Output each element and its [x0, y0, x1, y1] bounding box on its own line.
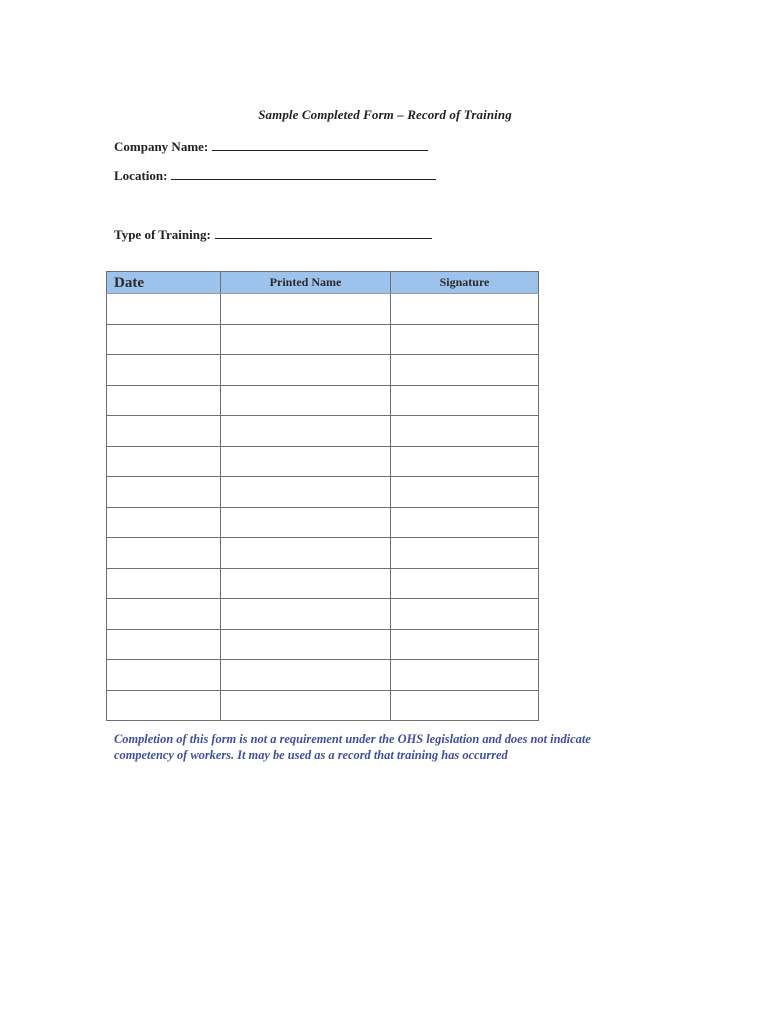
table-row [107, 385, 539, 416]
disclaimer-line-2: competency of workers. It may be used as a record that training has occurred [114, 747, 508, 762]
table-body [107, 294, 539, 721]
signature-cell[interactable] [391, 446, 539, 477]
table-row [107, 690, 539, 721]
signature-cell[interactable] [391, 629, 539, 660]
signature-cell[interactable] [391, 538, 539, 569]
date-cell[interactable] [107, 568, 221, 599]
table-row [107, 538, 539, 569]
table-row [107, 477, 539, 508]
signature-cell[interactable] [391, 385, 539, 416]
signature-cell[interactable] [391, 599, 539, 630]
table-row [107, 294, 539, 325]
table-row [107, 660, 539, 691]
date-cell[interactable] [107, 599, 221, 630]
date-cell[interactable] [107, 385, 221, 416]
company-name-blank-line[interactable] [212, 138, 428, 151]
printed-name-column-header: Printed Name [221, 272, 391, 294]
table-row [107, 507, 539, 538]
printed-name-cell[interactable] [221, 660, 391, 691]
printed-name-cell[interactable] [221, 568, 391, 599]
date-cell[interactable] [107, 416, 221, 447]
date-cell[interactable] [107, 477, 221, 508]
date-cell[interactable] [107, 538, 221, 569]
table-row [107, 568, 539, 599]
signature-cell[interactable] [391, 568, 539, 599]
printed-name-cell[interactable] [221, 416, 391, 447]
date-cell[interactable] [107, 324, 221, 355]
table-row [107, 324, 539, 355]
date-cell[interactable] [107, 660, 221, 691]
signature-column-header: Signature [391, 272, 539, 294]
training-type-blank-line[interactable] [215, 226, 432, 239]
table-row [107, 599, 539, 630]
table-row [107, 446, 539, 477]
signature-cell[interactable] [391, 507, 539, 538]
date-cell[interactable] [107, 690, 221, 721]
date-cell[interactable] [107, 446, 221, 477]
printed-name-cell[interactable] [221, 446, 391, 477]
printed-name-cell[interactable] [221, 690, 391, 721]
company-name-label: Company Name: [114, 139, 209, 154]
disclaimer-note [114, 732, 634, 763]
table-row [107, 629, 539, 660]
date-cell[interactable] [107, 507, 221, 538]
signature-cell[interactable] [391, 690, 539, 721]
location-label: Location: [114, 168, 168, 183]
table-row [107, 355, 539, 386]
disclaimer-line-1: Completion of this form is not a requirement under the OHS legislation and does not indicate [114, 732, 591, 746]
printed-name-cell[interactable] [221, 538, 391, 569]
printed-name-cell[interactable] [221, 599, 391, 630]
company-name-field [114, 138, 428, 155]
printed-name-cell[interactable] [221, 385, 391, 416]
printed-name-cell[interactable] [221, 294, 391, 325]
signature-cell[interactable] [391, 355, 539, 386]
signature-cell[interactable] [391, 660, 539, 691]
signature-cell[interactable] [391, 324, 539, 355]
training-type-label: Type of Training: [114, 227, 211, 242]
location-blank-line[interactable] [171, 167, 436, 180]
printed-name-cell[interactable] [221, 355, 391, 386]
date-cell[interactable] [107, 629, 221, 660]
form-title: Sample Completed Form – Record of Training [258, 107, 512, 122]
location-field [114, 167, 436, 184]
training-record-table [106, 271, 539, 721]
date-cell[interactable] [107, 294, 221, 325]
printed-name-cell[interactable] [221, 477, 391, 508]
date-cell[interactable] [107, 355, 221, 386]
table-header-row [107, 272, 539, 294]
signature-cell[interactable] [391, 477, 539, 508]
printed-name-cell[interactable] [221, 324, 391, 355]
printed-name-cell[interactable] [221, 629, 391, 660]
signature-cell[interactable] [391, 294, 539, 325]
training-type-field [114, 226, 432, 243]
table-row [107, 416, 539, 447]
signature-cell[interactable] [391, 416, 539, 447]
printed-name-cell[interactable] [221, 507, 391, 538]
date-column-header: Date [107, 272, 221, 294]
